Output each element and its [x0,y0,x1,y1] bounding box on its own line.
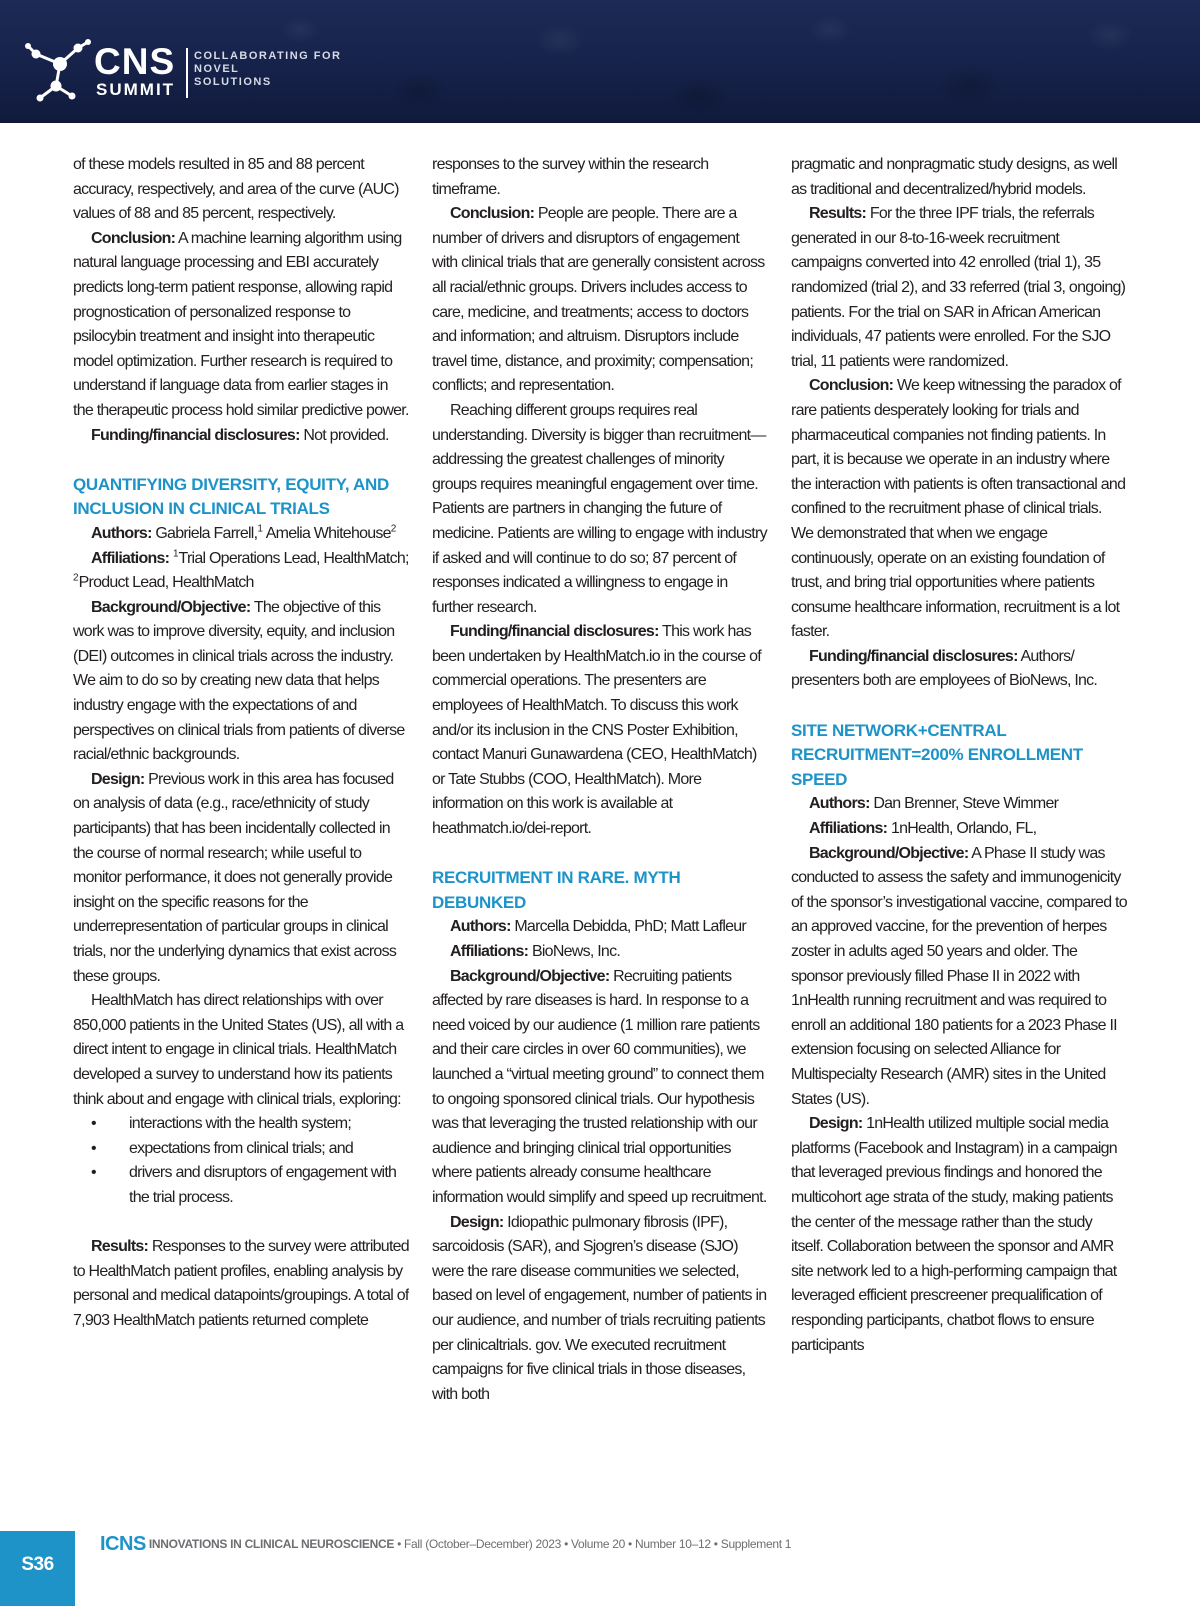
authors-text: Gabriela Farrell, [151,524,258,542]
conclusion-text: We keep witnessing the paradox of rare patients desperately looking for trials and pharmaceutical companies not finding patients. In part, it is because we operate in an industry where the interaction with patients is often transactional and confined to the recruitment phase of clinical trials. We demonstrated that when we engage continuously, operate on an existing foundation of trust, and bring trial opportunities where patients consume healthcare information, recruitment is a lot faster. [791,377,1126,641]
conclusion-text: People are people. There are a number of drivers and disruptors of engagement with clinical trials that are generally consistent across all racial/ethnic groups. Drivers includes access to care, medicine, and treatments; access to doctors and information; and altruism. Disruptors include travel time, distance, and proximity; compensation; conflicts; and representation. [432,205,765,395]
heading-line: SITE NETWORK+CENTRAL [791,720,1007,740]
authors-label: Authors: [91,524,152,542]
list-item [73,1161,409,1210]
tagline-line-2: NOVEL [194,63,240,75]
design-paragraph [791,1112,1127,1358]
authors-paragraph [791,792,1127,817]
conclusion-paragraph [73,227,409,424]
heading-line: QUANTIFYING DIVERSITY, EQUITY, AND [73,474,389,494]
conclusion-label: Conclusion: [450,205,535,223]
funding-label: Funding/financial disclosures: [91,426,300,444]
column-1 [73,153,409,1473]
results-paragraph [73,1235,409,1333]
cns-summit-logo [22,36,352,106]
logo-cns-text: CNS [94,41,176,82]
conclusion-label: Conclusion: [91,229,176,247]
results-label: Results: [809,205,867,223]
tagline-line-1: COLLABORATING FOR [194,50,342,62]
authors-text: Marcella Debidda, PhD; Matt Lafleur [510,918,746,936]
journal-title: INNOVATIONS IN CLINICAL NEUROSCIENCE [148,1537,395,1551]
affiliations-paragraph [791,817,1127,842]
paragraph: of these models resulted in 85 and 88 percent accuracy, respectively, and area of the curve (AUC) values of 88 and 85 percent, respectively. [73,156,399,223]
conclusion-text: A machine learning algorithm using natural language processing and EBI accurately predicts long-term patient response, allowing rapid prognostication of personalized response to psilocybin treatment and insight into therapeutic model optimization. Further research is required to understand if language data from earlier stages in the therapeutic process hold similar predictive power. [73,229,409,419]
funding-label: Funding/financial disclosures: [809,647,1018,665]
background-text: A Phase II study was conducted to assess the safety and immunogenicity of the sponsor’s investigational vaccine, compared to an approved vaccine, for the prevention of herpes zoster in adults aged 50 years and older. The sponsor previously filled Phase II in 2022 with 1nHealth running recruitment and was required to enroll an additional 180 patients for a 2023 Phase II extension focusing on selected Alliance for Multispecialty Research (AMR) sites in the United States (US). [791,844,1127,1108]
header-banner [0,0,1200,123]
affiliations-text: 1nHealth, Orlando, FL, [887,820,1037,838]
authors-label: Authors: [450,918,511,936]
affiliations-paragraph [73,547,409,596]
affiliations-paragraph [432,940,768,965]
design-text: 1nHealth utilized multiple social media platforms (Facebook and Instagram) in a campaign that leveraged previous findings and honored the multicohort age strata of the study, making patients the center of the message rather than the study itself. Collaboration between the sponsor and AMR site network led to a high-performing campaign that leveraged efficient prescreener prequalification of responding participants, chatbot flows to ensure participants [791,1115,1117,1354]
authors-label: Authors: [809,795,870,813]
molecule-icon [22,36,92,106]
design-paragraph [432,1211,768,1408]
affiliations-label: Affiliations: [450,943,529,960]
funding-label: Funding/financial disclosures: [450,623,659,641]
background-paragraph [791,842,1127,1113]
list-item [73,1137,409,1162]
authors-paragraph [73,522,409,547]
conclusion-paragraph [791,374,1127,645]
design-label: Design: [809,1115,863,1133]
heading-line: INCLUSION IN CLINICAL TRIALS [73,499,330,519]
results-text: Responses to the survey were attributed to HealthMatch patient profiles, enabling analysis by personal and medical datapoints/groupings. A total of 7,903 HealthMatch patients returned complete [73,1238,409,1329]
design-label: Design: [450,1213,504,1231]
authors-text: Dan Brenner, Steve Wimmer [869,795,1059,813]
list-item-text: interactions with the health system; [129,1115,352,1133]
column-2 [432,153,768,1473]
background-text: Recruiting patients affected by rare diseases is hard. In response to a need voiced by our audience (1 million rare patients and their care circles in over 60 communities), we launched a “virtual meeting ground” to connect them to ongoing sponsored clinical trials. Our hypothesis was that leveraging the trusted relationship with our audience and bringing clinical trial opportunities where patients already consume healthcare information would simplify and speed up recruitment. [432,967,767,1206]
heading-line: SPEED [791,769,848,789]
bullet-icon: • [91,1164,96,1182]
paragraph: Reaching different groups requires real understanding. Diversity is bigger than recruitment—addressing the greatest challenges of minority groups requires meaningful engagement over time. Patients are partners in changing the future of medicine. Patients are willing to engage with industry if asked and will continue to do so; 87 percent of responses indicated a willingness to engage in further research. [432,401,767,616]
list-item [73,1112,409,1137]
paragraph: responses to the survey within the research timeframe. [432,156,709,198]
spacer [73,448,409,473]
section-heading-site-network [791,719,1127,793]
spacer [791,694,1127,719]
section-heading-rare-recruitment [432,866,768,915]
funding-paragraph [432,620,768,841]
results-paragraph [791,202,1127,374]
superscript: 2 [73,572,79,584]
logo-summit-text: SUMMIT [96,80,176,99]
affiliations-text: Trial Operations Lead, HealthMatch; [178,549,409,567]
results-label: Results: [91,1238,149,1256]
issue-info: • Fall (October–December) 2023 • Volume 20 • Number 10–12 • Supplement 1 [394,1537,792,1551]
affiliations-text: Product Lead, HealthMatch [78,574,254,592]
bullet-icon: • [91,1115,96,1133]
results-text: For the three IPF trials, the referrals generated in our 8-to-16-week recruitment campaigns converted into 42 enrolled (trial 1), 35 randomized (trial 2), and 33 referred (trial 3, ongoing) patients. For the trial on SAR in African American individuals, 47 patients were enrolled. For the SJO trial, 11 patients were randomized. [791,205,1126,370]
paragraph: HealthMatch has direct relationships with over 850,000 patients in the United States (US), all with a direct intent to engage in clinical trials. HealthMatch developed a survey to understand how its patients think about and engage with clinical trials, exploring: [73,992,404,1108]
background-text: The objective of this work was to improve diversity, equity, and inclusion (DEI) outcomes in clinical trials across the industry. We aim to do so by creating new data that helps industry engage with the expectations of and perspectives on clinical trials from patients of diverse racial/ethnic backgrounds. [73,598,405,764]
affiliations-label: Affiliations: [91,549,170,567]
heading-line: RECRUITMENT IN RARE. MYTH DEBUNKED [432,868,681,912]
spacer [73,1211,409,1236]
design-label: Design: [91,770,145,788]
background-paragraph [432,965,768,1211]
background-label: Background/Objective: [809,844,969,862]
affiliations-text: BioNews, Inc. [528,943,621,960]
design-text: Idiopathic pulmonary fibrosis (IPF), sarcoidosis (SAR), and Sjogren’s disease (SJO) were the rare disease communities we selected, based on level of engagement, number of patients in our audience, and number of trials recruiting patients per clinicaltrials. gov. We executed recruitment campaigns for five clinical trials in those diseases, with both [432,1213,767,1403]
authors-text: Amelia Whitehouse [262,524,391,542]
list-item-text: drivers and disruptors of engagement with the trial process. [129,1164,397,1206]
heading-line: RECRUITMENT=200% ENROLLMENT [791,745,1083,765]
tagline-line-3: SOLUTIONS [194,76,272,88]
journal-abbreviation: ICNS [100,1533,146,1555]
superscript: 1 [172,548,179,560]
funding-paragraph [791,645,1127,694]
affiliations-label: Affiliations: [809,820,888,838]
list-item-text: expectations from clinical trials; and [129,1139,354,1157]
paragraph: pragmatic and nonpragmatic study designs, as well as traditional and decentralized/hybrid models. [791,156,1118,198]
funding-text: Authors/ presenters both are employees of BioNews, Inc. [791,647,1098,690]
logo-tagline [194,50,342,89]
bullet-list [73,1112,409,1210]
design-paragraph [73,768,409,989]
design-text: Previous work in this area has focused on analysis of data (e.g., race/ethnicity of study participants) that has been incidentally collected in the course of normal research; while useful to monitor performance, it does not generally provide insight on the specific reasons for the underrepresentation of particular groups in clinical trials, nor the underlying dynamics that exist across these groups. [73,770,397,985]
spacer [432,842,768,867]
logo-divider [186,48,188,98]
superscript: 1 [257,523,263,535]
section-heading-dei [73,473,409,522]
page-number: S36 [21,1554,54,1575]
funding-paragraph [73,424,409,449]
bullet-icon: • [91,1139,96,1157]
journal-footer [100,1531,1100,1557]
column-3 [791,153,1127,1473]
funding-text: This work has been undertaken by HealthMatch.io in the course of commercial operations. The presenters are employees of HealthMatch. To discuss this work and/or its inclusion in the CNS Poster Exhibition, contact Manuri Gunawardena (CEO, HealthMatch) or Tate Stubbs (COO, HealthMatch). More information on this work is available at heathmatch.io/dei-report. [432,623,761,838]
background-label: Background/Objective: [91,598,251,616]
conclusion-paragraph [432,202,768,399]
background-label: Background/Objective: [450,967,610,985]
superscript: 2 [390,523,397,535]
funding-text: Not provided. [299,426,389,444]
authors-paragraph [432,915,768,940]
background-paragraph [73,596,409,768]
conclusion-label: Conclusion: [809,377,894,395]
